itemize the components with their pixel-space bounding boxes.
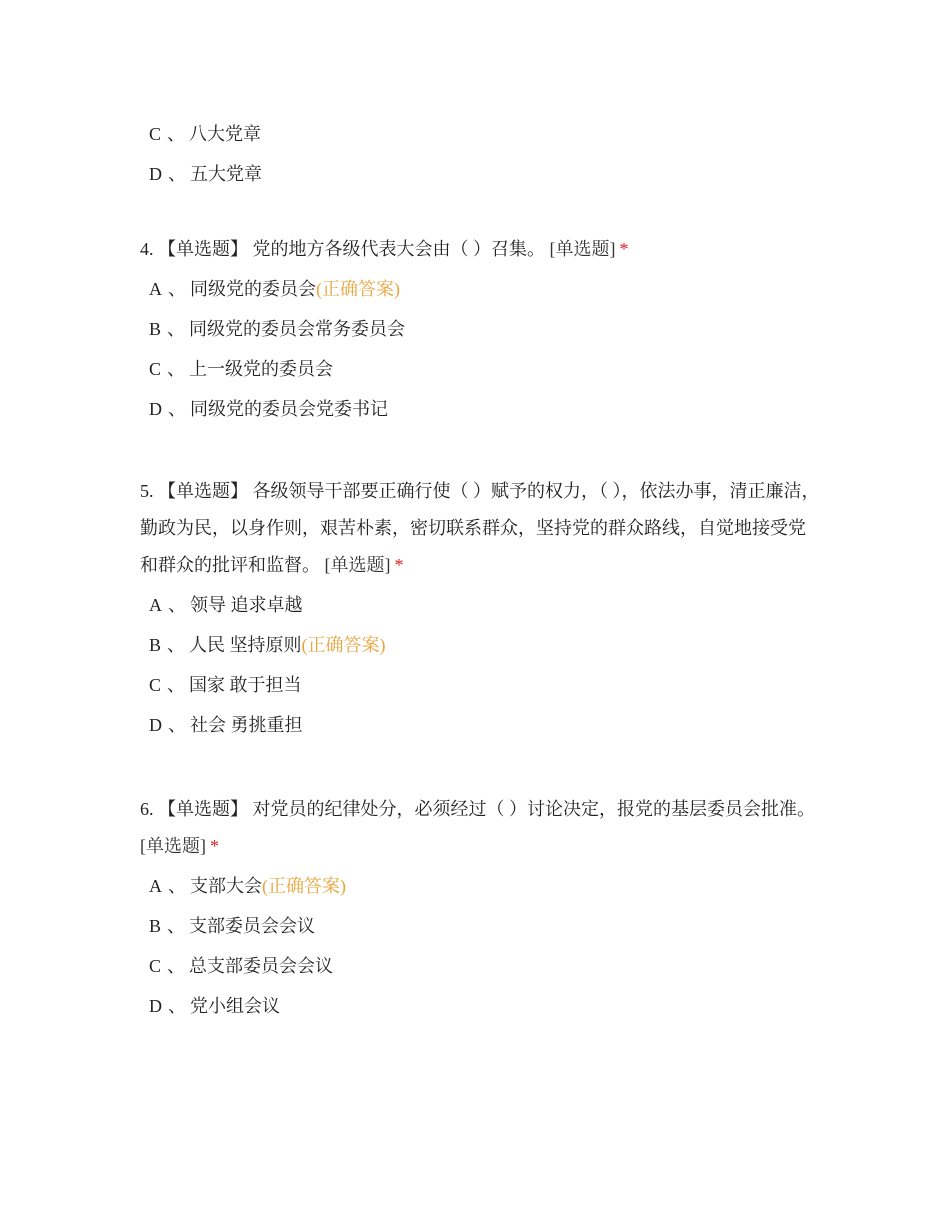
correct-answer-label: (正确答案) (301, 635, 386, 655)
option-text: 总支部委员会会议 (189, 956, 334, 976)
option-text: 同级党的委员会党委书记 (190, 399, 388, 419)
option-letter: D (149, 399, 162, 419)
question-number: 5. (140, 481, 154, 501)
option-letter: B (149, 916, 162, 936)
question-type: 【单选题】 (158, 799, 248, 819)
question-text (140, 791, 820, 865)
option-text: 国家 敢于担当 (189, 675, 302, 695)
option-letter: D (149, 996, 162, 1016)
option-separator: 、 (168, 279, 186, 299)
option-separator: 、 (167, 319, 186, 339)
option-row[interactable] (149, 589, 820, 629)
option-row[interactable] (149, 158, 262, 198)
question-4 (140, 231, 820, 433)
option-row[interactable] (149, 629, 820, 669)
option-text: 五大党章 (190, 164, 262, 184)
option-list (140, 870, 820, 1030)
option-letter: A (149, 595, 162, 615)
option-row[interactable] (149, 870, 820, 910)
required-mark: * (394, 555, 404, 575)
question-5 (140, 473, 820, 749)
option-text: 人民 坚持原则 (189, 635, 302, 655)
option-letter: B (149, 635, 162, 655)
correct-answer-label: (正确答案) (262, 876, 346, 896)
option-row[interactable] (149, 273, 820, 313)
option-separator: 、 (168, 595, 186, 615)
option-letter: C (149, 675, 162, 695)
option-text: 同级党的委员会 (190, 279, 316, 299)
option-letter: C (149, 124, 162, 144)
option-separator: 、 (168, 164, 186, 184)
option-separator: 、 (167, 916, 186, 936)
question-type: 【单选题】 (158, 239, 248, 259)
option-text: 领导 追求卓越 (190, 595, 303, 615)
question-number: 4. (140, 239, 154, 259)
option-text: 社会 勇挑重担 (190, 715, 303, 735)
option-separator: 、 (167, 956, 186, 976)
option-separator: 、 (167, 675, 186, 695)
option-letter: A (149, 279, 162, 299)
option-text: 上一级党的委员会 (189, 359, 334, 379)
question-text (140, 231, 820, 268)
option-row[interactable] (149, 709, 820, 749)
option-row[interactable] (149, 313, 820, 353)
question-body: 对党员的纪律处分，必须经过（ ）讨论决定，报党的基层委员会批准。 (252, 799, 815, 819)
question-type-tag: [单选题] (140, 836, 206, 856)
previous-question-options (149, 118, 262, 198)
option-row[interactable] (149, 669, 820, 709)
option-letter: C (149, 359, 162, 379)
option-row[interactable] (149, 990, 820, 1030)
required-mark: * (619, 239, 629, 259)
question-body: 党的地方各级代表大会由（ ）召集。 (252, 239, 545, 259)
option-separator: 、 (167, 124, 186, 144)
option-letter: D (149, 164, 162, 184)
question-type: 【单选题】 (158, 481, 248, 501)
option-row[interactable] (149, 118, 262, 158)
option-separator: 、 (168, 399, 186, 419)
option-separator: 、 (167, 635, 186, 655)
question-type-tag: [单选题] (549, 239, 616, 259)
option-separator: 、 (167, 359, 186, 379)
option-text: 支部委员会会议 (189, 916, 316, 936)
correct-answer-label: (正确答案) (316, 279, 400, 299)
option-row[interactable] (149, 950, 820, 990)
option-text: 八大党章 (189, 124, 262, 144)
option-letter: A (149, 876, 162, 896)
option-row[interactable] (149, 393, 820, 433)
option-separator: 、 (168, 996, 186, 1016)
question-type-tag: [单选题] (324, 555, 391, 575)
option-letter: C (149, 956, 162, 976)
option-list (140, 273, 820, 433)
option-letter: D (149, 715, 162, 735)
required-mark: * (210, 836, 219, 856)
question-6 (140, 791, 820, 1030)
option-separator: 、 (168, 876, 186, 896)
option-text: 党小组会议 (190, 996, 280, 1016)
option-text: 支部大会 (190, 876, 262, 896)
question-text (140, 473, 820, 584)
option-list (140, 589, 820, 749)
question-number: 6. (140, 799, 154, 819)
option-text: 同级党的委员会常务委员会 (189, 319, 406, 339)
question-body: 各级领导干部要正确行使（ ）赋予的权力，（ ），依法办事，清正廉洁，勤政为民，以身作则，艰苦朴素，密切联系群众，坚持党的群众路线，自觉地接受党和群众的批评和监督。 (140, 481, 820, 575)
option-row[interactable] (149, 910, 820, 950)
option-separator: 、 (168, 715, 186, 735)
option-letter: B (149, 319, 162, 339)
option-row[interactable] (149, 353, 820, 393)
